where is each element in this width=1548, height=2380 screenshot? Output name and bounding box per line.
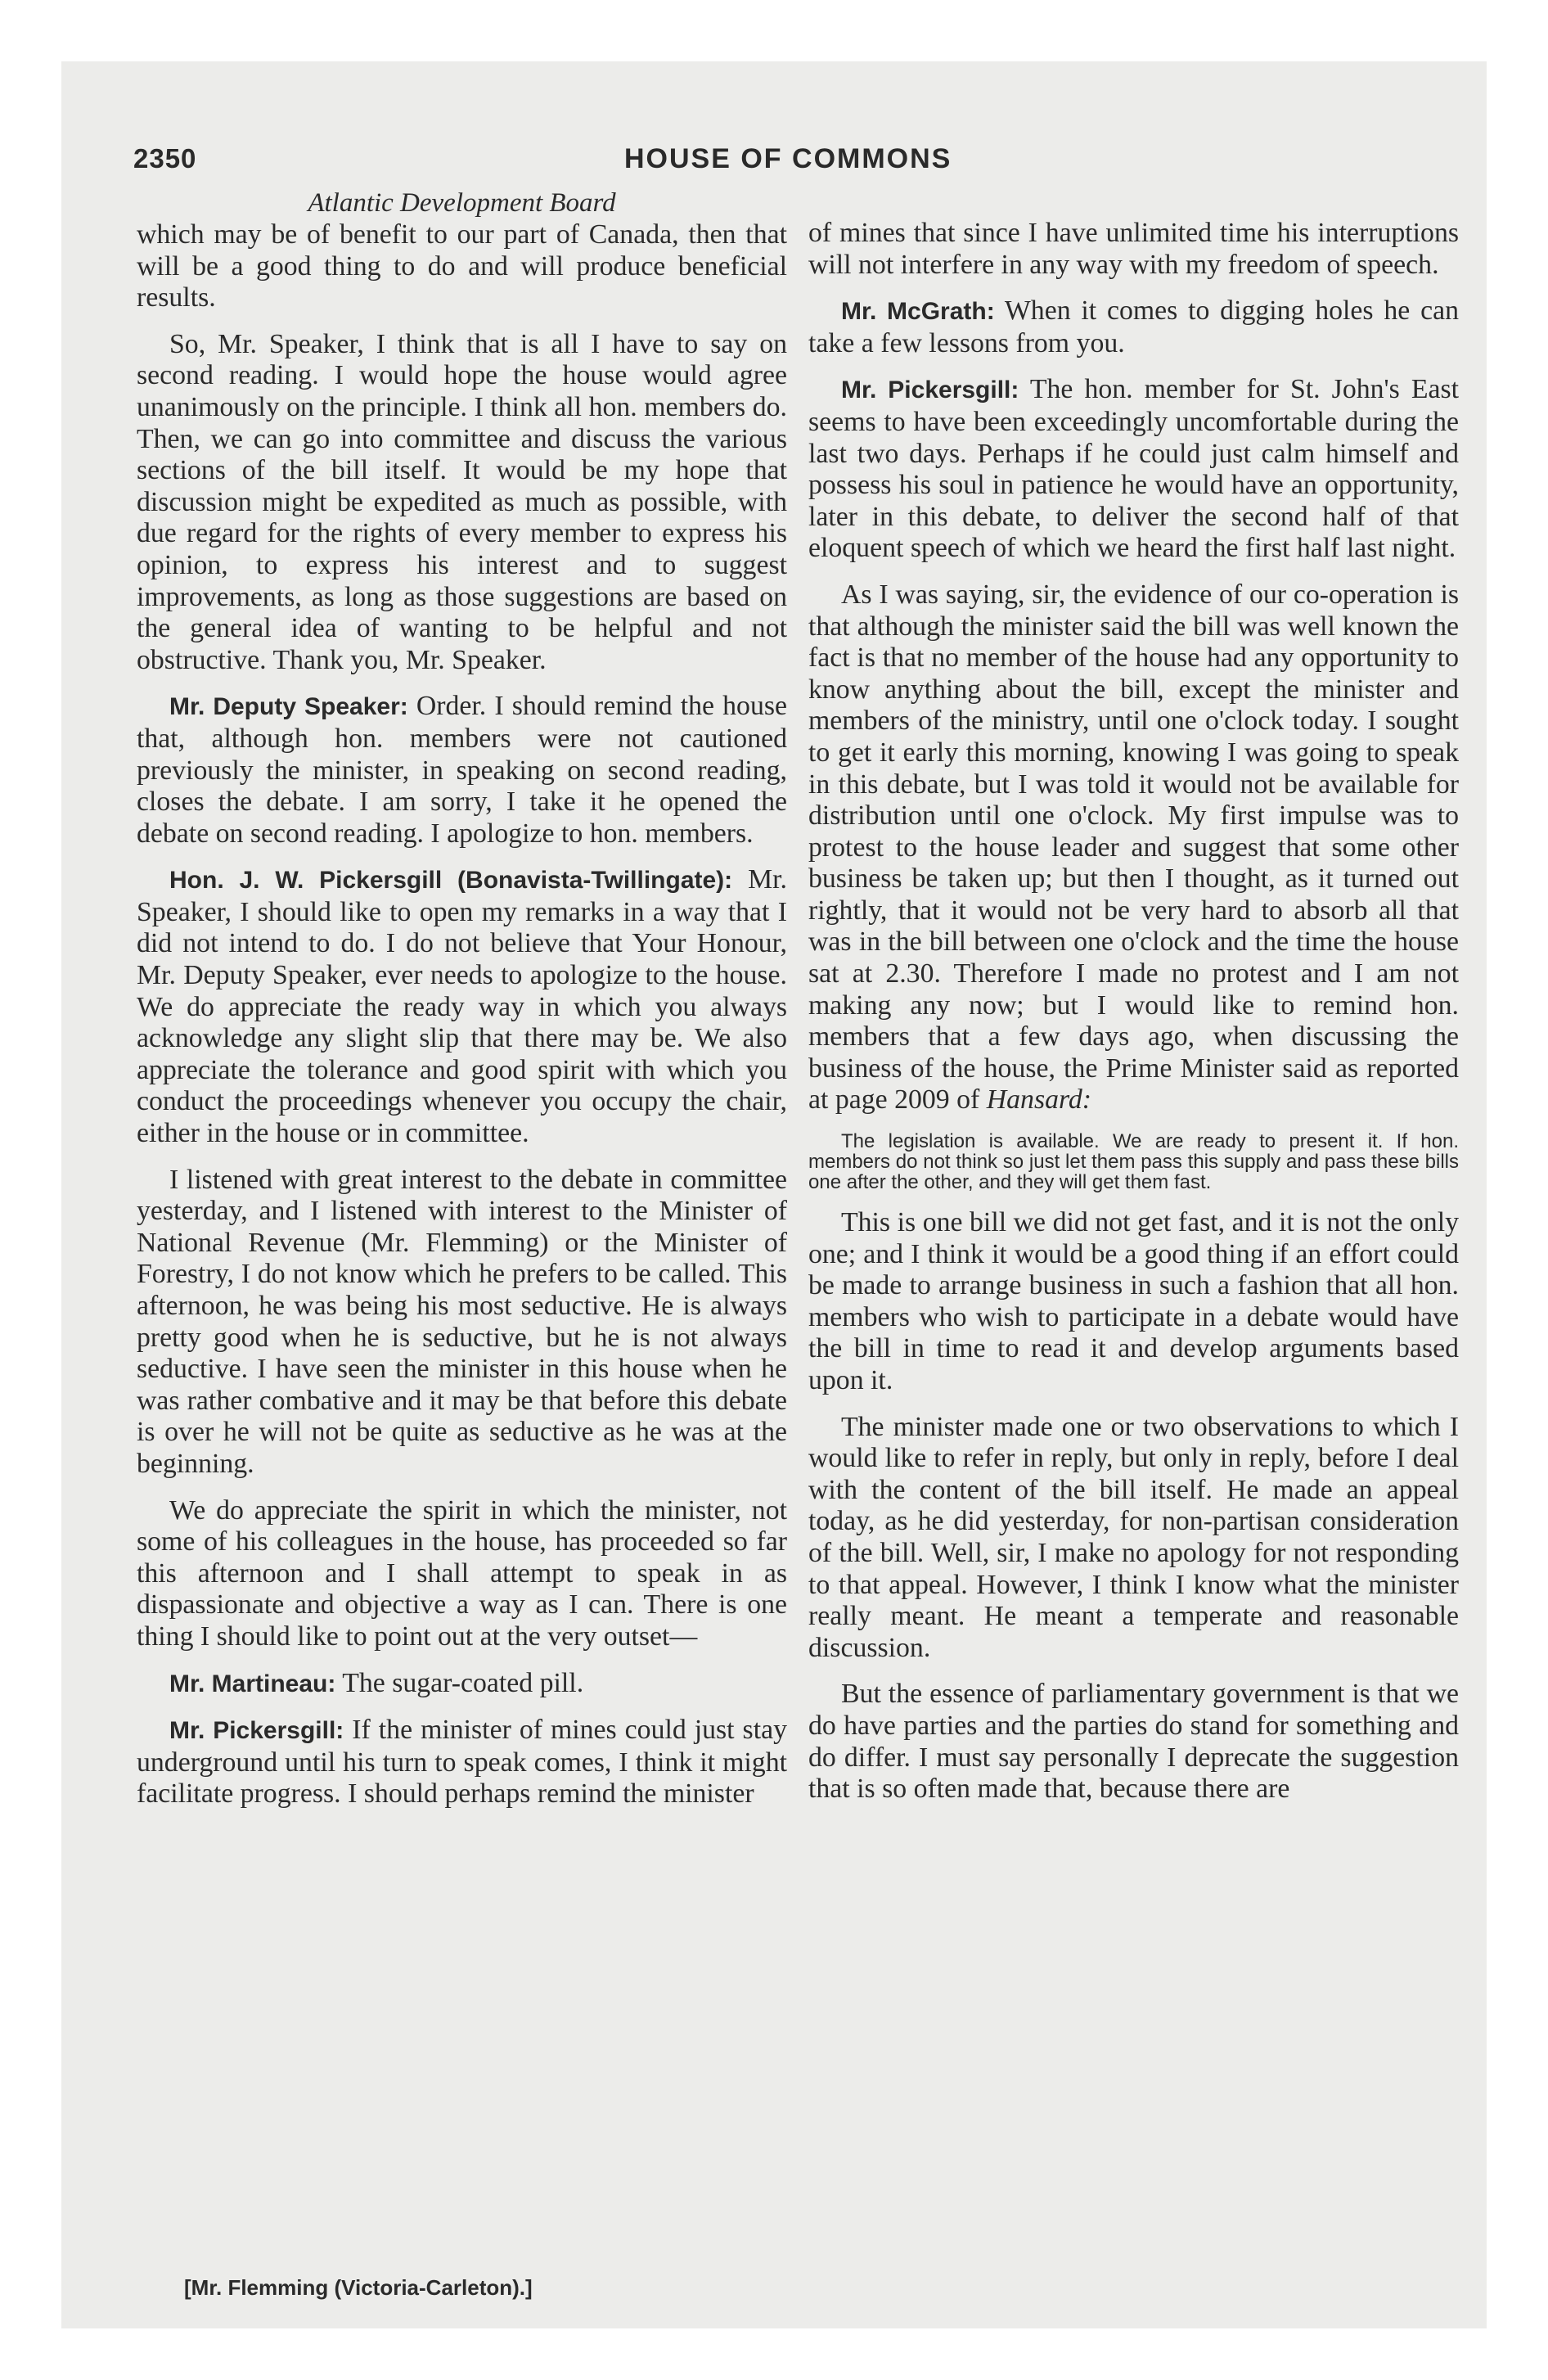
paragraph: of mines that since I have unlimited time his interruptions will not interfere in any way with my freedom of speech. [808,218,1459,280]
speech-text: The sugar-coated pill. [342,1667,584,1698]
paragraph: I listened with great interest to the debate in committee yesterday, and I listened with interest to the Minister of National Revenue (Mr. Flemming) or the Minister of Forestry, I do not know which he prefers to be called. This afternoon, he was being his most seductive. He is always pretty good when he is seductive, but he is not always seductive. I have seen the minister in this house when he was rather combative and it may be that before this debate is over he will not be quite as seductive as he was at the beginning. [137,1164,787,1479]
speech-martineau [137,1668,787,1701]
speech-text: Order. I should remind the house that, although hon. members were not cautioned previously the minister, in speaking on second reading, closes the debate. I am sorry, I take it he opened the debate on second reading. I apologize to hon. members. [137,691,787,849]
block-quote: The legislation is available. We are ready to present it. If hon. members do not think so just let them pass this supply and pass these bills one after the other, and they will get them fast. [808,1130,1459,1194]
paragraph [808,579,1459,1116]
paragraph: But the essence of parliamentary government is that we do have parties and the parties do stand for something and do differ. I must say personally I deprecate the suggestion that is so often made that, because there are [808,1679,1459,1805]
right-column [808,218,1459,1820]
speaker-name: Mr. Pickersgill: [841,376,1019,404]
speech-deputy-speaker [137,691,787,850]
speaker-attribution-footer: [Mr. Flemming (Victoria-Carleton).] [184,2275,533,2300]
speaker-name: Mr. Pickersgill: [169,1717,344,1745]
paragraph: This is one bill we did not get fast, and it is not the only one; and I think it would be a good thing if an effort could be made to arrange business in such a fashion that all hon. members who wish to participate in a debate would have the bill in time to read it and develop arguments based upon it. [808,1207,1459,1395]
speaker-name: Mr. Deputy Speaker: [169,693,408,721]
paragraph: So, Mr. Speaker, I think that is all I have to say on second reading. I would hope the house would agree unanimously on the principle. I think all hon. members do. Then, we can go into committee and discuss the various sections of the bill itself. It would be my hope that discussion might be expedited as much as possible, with due regard for the rights of every member to express his opinion, to express his interest and to suggest improvements, as long as those suggestions are based on the general idea of wanting to be helpful and not obstructive. Thank you, Mr. Speaker. [137,328,787,675]
paragraph: The minister made one or two observations to which I would like to refer in reply, but only in reply, before I deal with the content of the bill itself. He made an appeal today, as he did yesterday, for non-partisan consideration of the bill. Well, sir, I make no apology for not responding to that appeal. However, I think I know what the minister really meant. He meant a temperate and reasonable discussion. [808,1411,1459,1663]
paragraph: which may be of benefit to our part of Canada, then that will be a good thing to do and will produce beneficial results. [137,219,787,313]
speech-text: If the minister of mines could just stay underground until his turn to speak comes, I think it might facilitate progress. I should perhaps remind the minister [137,1715,787,1810]
speaker-name: Hon. J. W. Pickersgill (Bonavista-Twillingate): [169,867,733,895]
paragraph: We do appreciate the spirit in which the minister, not some of his colleagues in the house, has proceeded so far this afternoon and I shall attempt to speak in as dispassionate and objective a way as I can. There is one thing I should like to point out at the very outset— [137,1494,787,1652]
speaker-name: Mr. McGrath: [841,298,995,326]
speech-text: When it comes to digging holes he can take a few lessons from you. [808,295,1459,358]
page-header [133,143,1459,184]
speech-mcgrath [808,295,1459,359]
left-column [137,188,787,1825]
speech-pickersgill [808,374,1459,565]
section-heading: Atlantic Development Board [308,188,616,218]
paragraph-text: As I was saying, sir, the evidence of our co-operation is that although the minister said the bill was well known the fact is that no member of the house had any opportunity to know anything about the bill, except the minister and members of the ministry, until one o'clock today. I sought to get it early this morning, knowing I was going to speak in this debate, but I was told it would not be available for distribution until one o'clock. My first impulse was to protest to the house leader and suggest that some other business be taken up; but then I thought, as it turned out rightly, that it would not be very hard to absorb all that was in the bill between one o'clock and the time the house sat at 2.30. Therefore I made no protest and I am not making any now; but I would like to remind hon. members that a few days ago, when discussing the business of the house, the Prime Minister said as reported at page 2009 of [808,579,1459,1116]
speech-pickersgill [137,864,787,1149]
speech-pickersgill [137,1715,787,1810]
speech-text: The hon. member for St. John's East seems to have been exceedingly uncomfortable during the last two days. Perhaps if he could just calm himself and possess his soul in patience he would have an opportunity, later in this debate, to deliver the second half of that eloquent speech of which we heard the first half last night. [808,374,1460,564]
page-number: 2350 [133,143,197,174]
speaker-name: Mr. Martineau: [169,1670,336,1697]
running-head: HOUSE OF COMMONS [624,143,952,174]
hansard-citation: Hansard: [986,1084,1092,1116]
speech-text: Mr. Speaker, I should like to open my remarks in a way that I did not intend to do. I do not believe that Your Honour, Mr. Deputy Speaker, ever needs to apologize to the house. We do appreciate the ready way in which you always acknowledge any slight slip that there may be. We also appreciate the tolerance and good spirit with which you conduct the proceedings whenever you occupy the chair, either in the house or in committee. [137,864,787,1149]
